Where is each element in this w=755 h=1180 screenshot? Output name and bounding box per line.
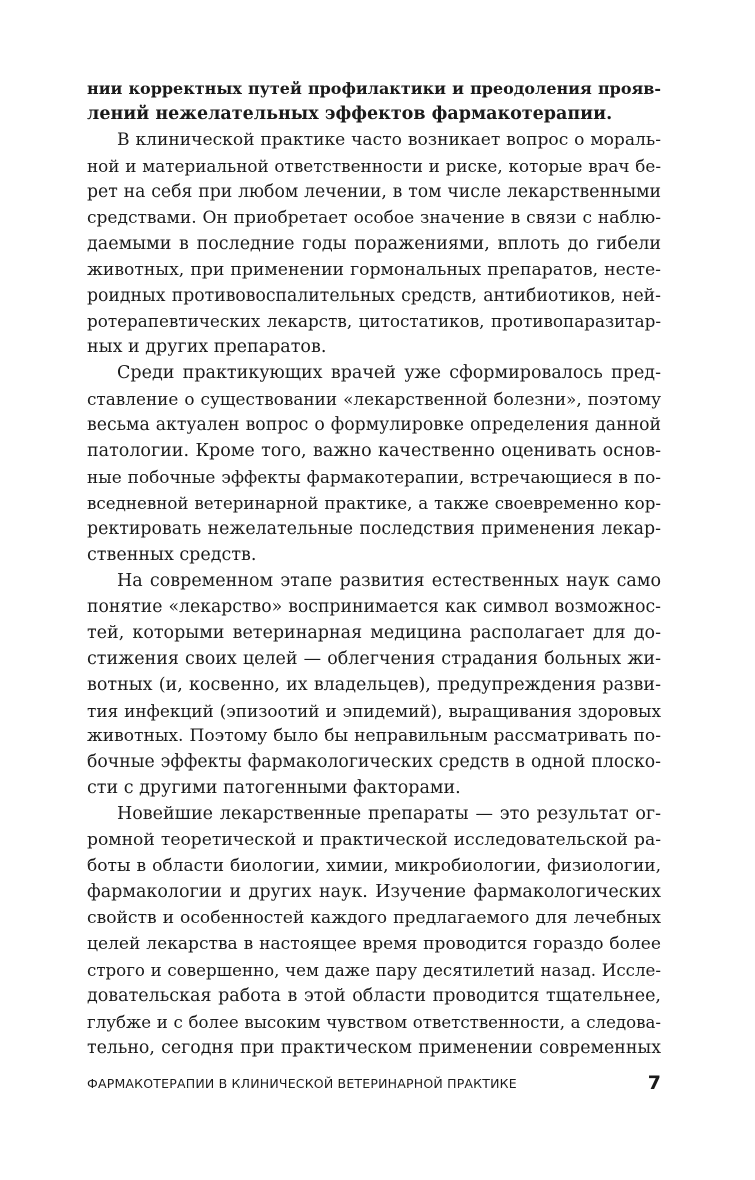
text-line: На современном этапе развития естественных наук само [117,570,661,591]
text-line: ректировать нежелательные последствия применения лекар- [87,518,661,539]
text-line: боты в области биологии, химии, микробиологии, физиологии, [87,856,661,877]
text-line: В клинической практике часто возникает вопрос о мораль- [117,129,661,150]
text-line: роидных противовоспалительных средств, антибиотиков, ней- [87,285,661,306]
text-line: весьма актуален вопрос о формулировке определения данной [87,415,661,436]
text-line: тия инфекций (эпизоотий и эпидемий), выращивания здоровых [87,700,661,721]
text-line: ротерапевтических лекарств, цитостатиков, противопаразитар- [87,311,661,332]
text-line: довательская работа в этой области проводится тщательнее, [87,985,661,1006]
text-line: свойств и особенностей каждого предлагаемого для лечебных [87,908,661,928]
text-line: нии корректных путей профилактики и преодоления прояв- [87,79,661,98]
text-line: Среди практикующих врачей уже сформировалось пред- [117,363,661,384]
text-line: строго и совершенно, чем даже пару десятилетий назад. Иссле- [87,960,661,980]
text-line: ные побочные эффекты фармакотерапии, встречающиеся в по- [87,467,661,488]
text-line: животных, при применении гормональных препаратов, несте- [87,259,661,280]
text-line: тельно, сегодня при практическом применении современных [87,1037,661,1058]
text-line: Новейшие лекарственные препараты — это результат ог- [117,804,661,825]
text-line: ромной теоретической и практической исследовательской ра- [87,830,661,851]
text-line: целей лекарства в настоящее время проводится гораздо более [87,933,661,954]
text-line: бочные эффекты фармакологических средств в одной плоско- [87,752,661,773]
text-line: понятие «лекарство» воспринимается как символ возможнос- [87,596,661,617]
text-line: даемыми в последние годы поражениями, вплоть до гибели [87,233,661,254]
text-line: глубже и с более высоким чувством ответственности, а следова- [87,1012,661,1032]
text-line: средствами. Он приобретает особое значение в связи с наблю- [87,207,661,228]
page-number: 7 [647,1072,661,1094]
page-footer [87,1074,661,1096]
text-line: ставление о существовании «лекарственной болезни», поэтому [87,389,661,410]
text-line: лений нежелательных эффектов фармакотерапии. [87,103,613,124]
text-line: вседневной ветеринарной практике, а также своевременно кор- [87,494,661,513]
text-line: ственных средств. [87,544,257,565]
text-line: рет на себя при любом лечении, в том числе лекарственными [87,181,661,202]
running-head: ФАРМАКОТЕРАПИИ В КЛИНИЧЕСКОЙ ВЕТЕРИНАРНОЙ ПРАКТИКЕ [87,1076,517,1091]
text-line: ных и других препаратов. [87,337,327,358]
text-line: фармакологии и других наук. Изучение фармакологических [87,882,661,903]
text-line: ной и материальной ответственности и риске, которые врач бе- [87,155,661,176]
text-line: патологии. Кроме того, важно качественно оценивать основ- [87,441,661,462]
text-line: сти с другими патогенными факторами. [87,778,461,799]
text-line: стижения своих целей — облегчения страдания больных жи- [87,648,661,669]
text-line: вотных (и, косвенно, их владельцев), предупреждения разви- [87,674,661,695]
text-line: тей, которыми ветеринарная медицина располагает для до- [87,622,661,643]
text-line: животных. Поэтому было бы неправильным рассматривать по- [87,726,661,747]
page-body [87,76,661,1062]
